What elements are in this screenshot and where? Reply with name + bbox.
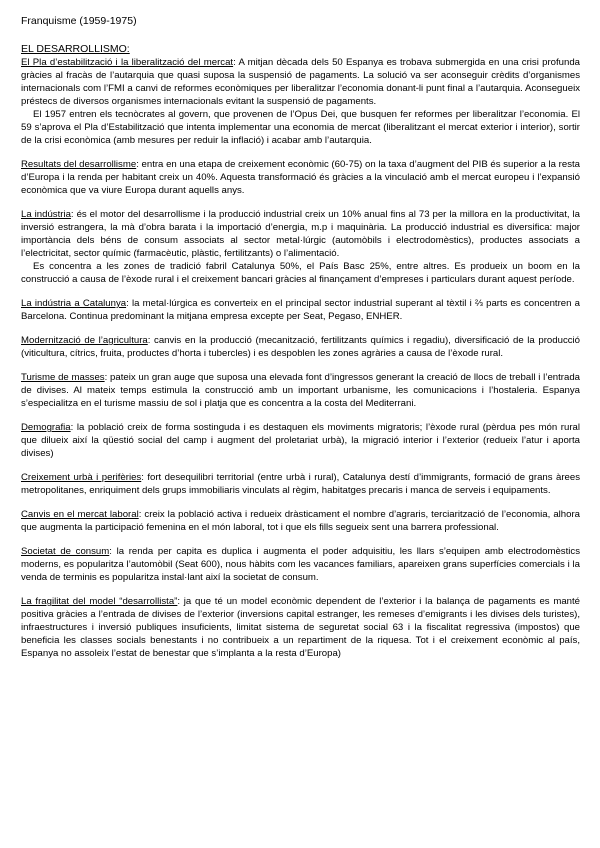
paragraph-text: : A mitjan dècada dels 50 Espanya es trobava submergida en una crisi profunda gràcies al fracàs de l’autarquia que quasi suposa la suspensió de pagaments. La solució va ser aconseguir crèdits d’organismes internacionals com l’FMI a canvi de reformes econòmiques per liberalitzar l’economia donant-li punt final a l’autarquia. Aconsegueix préstecs de diversos organismes internacionals evitant la suspensió de pagaments. [21,57,580,107]
text-section [21,56,580,147]
text-section [21,208,580,286]
paragraph [21,260,580,286]
text-section [21,297,580,323]
paragraph-label: El Pla d’estabilització i la liberalització del mercat [21,57,234,68]
section-heading: EL DESARROLLISMO: [21,43,130,55]
paragraph [21,595,580,660]
text-section [21,334,580,360]
paragraph-text: El 1957 entren els tecnòcrates al govern, que provenen de l’Opus Dei, que busquen fer reformes per liberalitzar l’economia. El 59 s’aprova el Pla d’Estabilització que intenta implementar una economia de mercat (liberalitzant el mercat exterior i interior), sortir de la crisi econòmica (amb mesures per reduir la inflació) i acabar amb l’autarquia. [21,109,580,146]
paragraph-label: Turisme de masses [21,372,105,383]
document-title: Franquisme (1959-1975) [21,15,137,27]
paragraph [21,297,580,323]
paragraph-text: : la població creix de forma sostinguda i es destaquen els moviments migratoris; l’èxode rural (pèrdua pes món rural que dilueix així la qüestió social del camp i augment del proletariat urbà), la migració interior i l’exterior (redueix l’atur i aporta divises) [21,422,580,459]
paragraph-label: Modernització de l’agricultura [21,335,148,346]
paragraph [21,371,580,410]
paragraph [21,421,580,460]
text-section [21,421,580,460]
paragraph-text: : pateix un gran auge que suposa una elevada font d’ingressos generant la creació de llocs de treball i l’entrada de divises. Al mateix temps estimula la construcció amb un important urbanisme, les comunicacions i l’hostaleria. Espanya s’especialitza en el turisme massiu de sol i platja que es concentra a la costa del Mediterrani. [21,372,580,409]
paragraph-text: : la metal·lúrgica es converteix en el principal sector industrial superant al tèxtil i ⅔ parts es concentren a Barcelona. Continua predominant la mitjana empresa excepte per Seat, Pegaso, ENHER. [21,298,580,322]
paragraph [21,471,580,497]
paragraph-label: Societat de consum [21,546,110,557]
paragraph [21,508,580,534]
paragraph-text: Es concentra a les zones de tradició fabril Catalunya 50%, el País Basc 25%, entre altres. Es produeix un boom en la construcció a causa de l’èxode rural i el creixement bancari gràcies al finançament d’empreses i particulars durant aquest període. [21,261,580,285]
paragraph-text: : ja que té un model econòmic dependent de l’exterior i la balança de pagaments es manté positiva gràcies a l’entrada de divises de l’exterior (inversions capital estranger, les remeses d’emigrants i les divises dels turistes), infraestructures i inversió publiques insuficients, limitat sistema de seguretat social 63 i la fiscalitat regressiva (impostos) que beneficia les classes socials benestants i no contribueix a un repartiment de la riquesa. Tot i el creixement econòmic al país, Espanya no assoleix l’estat de benestar que s’implanta a la resta d’Europa) [21,596,581,659]
paragraph-label: Creixement urbà i perifèries [21,472,142,483]
text-section [21,471,580,497]
paragraph-label: Resultats del desarrollisme [21,159,137,170]
text-section [21,595,580,660]
document-body [21,56,580,660]
paragraph [21,56,580,108]
text-section [21,371,580,410]
text-section [21,508,580,534]
paragraph-label: La indústria a Catalunya [21,298,127,309]
paragraph-text: : és el motor del desarrollisme i la producció industrial creix un 10% anual fins al 73 per la millora en la productivitat, la inversió estrangera, la mà d’obra barata i la importació d’energia, m.p i maquinària. La producció industrial es diversifica: major importància dels béns de consum associats al sector metal·lúrgic (automòbils i electrodomèstics), productes associats a l’electricitat, sector químic (farmacèutic, plàstic, fertilitzants) o l’alimentació. [21,209,580,259]
paragraph [21,108,580,147]
paragraph [21,158,580,197]
paragraph-text: : la renda per capita es duplica i augmenta el poder adquisitiu, les llars s’equipen amb electrodomèstics moderns, es popularitza l’automòbil (Seat 600), nous hàbits com les vacances familiars, apareixen grans superfícies comercials i la venda de terminis es popularitza instal·lant així la societat de consum. [21,546,580,583]
paragraph [21,545,580,584]
paragraph-text: : creix la població activa i redueix dràsticament el nombre d’agraris, terciarització de l’economia, alhora que augmenta la participació femenina en el món laboral, tot i que els fills segueix sent una barrera professional. [21,509,580,533]
paragraph-label: Demografia [21,422,71,433]
text-section [21,545,580,584]
paragraph-label: Canvis en el mercat laboral [21,509,139,520]
paragraph [21,208,580,260]
paragraph-text: : canvis en la producció (mecanització, fertilitzants químics i regadiu), diversificació de la producció (viticultura, cítrics, fruita, productes d’horta i tubercles) i es despoblen les zones agràries a causa de l’èxode rural. [21,335,581,359]
paragraph-text: : entra en una etapa de creixement econòmic (60-75) on la taxa d’augment del PIB és superior a la resta d’Europa i la renda per habitant creix un 40%. Aquesta transformació és gràcies a la vinculació amb el mercat europeu i l’expansió econòmica que va viure Europa durant aquells anys. [21,159,581,196]
text-section [21,158,580,197]
paragraph-text: : fort desequilibri territorial (entre urbà i rural), Catalunya destí d’immigrants, formació de grans àrees metropolitanes, enriquiment dels grups immobiliaris vinculats al règim, habitatges precaris i manca de serveis i equipaments. [21,472,580,496]
paragraph-label: La fragilitat del model “desarrollista” [21,596,178,607]
paragraph-label: La indústria [21,209,71,220]
paragraph [21,334,580,360]
